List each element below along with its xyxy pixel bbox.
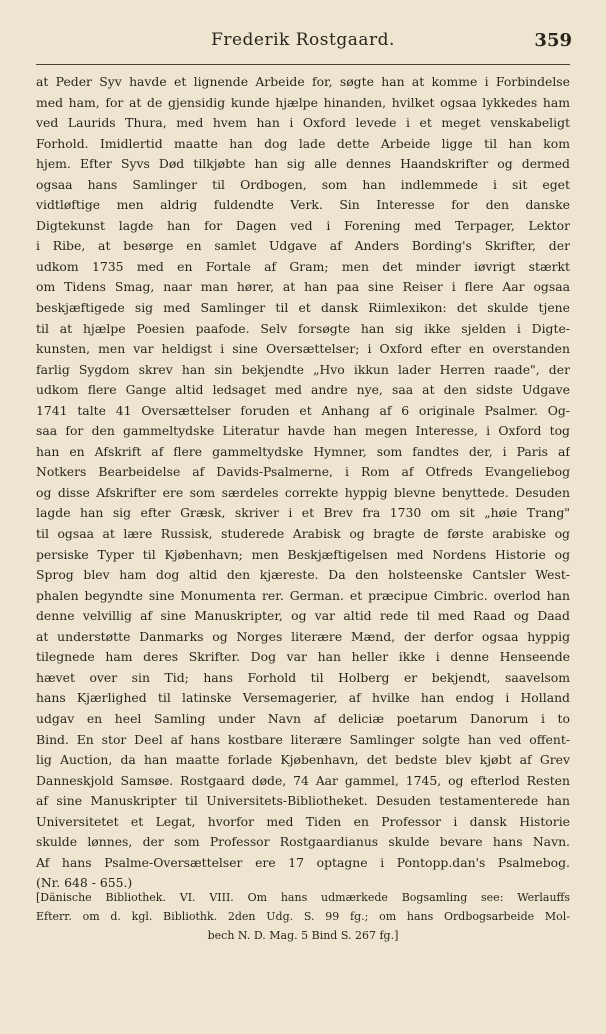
text-line: Digtekunst lagde han for Dagen ved i Forening med Terpager, Lektor xyxy=(36,217,570,233)
text-line: Danneskjold Samsøe. Rostgaard døde, 74 Aar gammel, 1745, og efterlod Resten xyxy=(36,772,570,788)
text-line: (Nr. 648 - 655.) xyxy=(36,875,133,891)
page-number: 359 xyxy=(534,30,572,51)
text-line: af sine Manuskripter til Universitets-Bibliotheket. Desuden testamenterede han xyxy=(36,793,570,809)
text-line: denne velvillig af sine Manuskripter, og var altid rede til med Raad og Daad xyxy=(36,608,570,624)
text-line: i Ribe, at besørge en samlet Udgave af Anders Bording's Skrifter, der xyxy=(36,238,570,254)
text-line: og disse Afskrifter ere som særdeles correkte hyppig blevne benyttede. Desuden xyxy=(36,484,570,500)
text-line: med ham, for at de gjensidig kunde hjælpe hinanden, hvilket ogsaa lykkedes ham xyxy=(36,94,570,110)
header-rule xyxy=(36,64,570,65)
text-line: persiske Typer til Kjøbenhavn; men Beskjæftigelsen med Nordens Historie og xyxy=(36,546,570,562)
text-line: at understøtte Danmarks og Norges literære Mænd, der derfor ogsaa hyppig xyxy=(36,628,570,644)
text-line: Bind. En stor Deel af hans kostbare literære Samlinger solgte han ved offent- xyxy=(36,731,570,747)
text-line: udgav en heel Samling under Navn af deliciæ poetarum Danorum i to xyxy=(36,710,570,726)
running-head xyxy=(34,30,572,54)
text-line: 1741 talte 41 Oversættelser foruden et Anhang af 6 originale Psalmer. Og- xyxy=(36,402,570,418)
text-line: kunsten, men var heldigst i sine Oversættelser; i Oxford efter en overstanden xyxy=(36,341,570,357)
footnote xyxy=(36,888,570,945)
text-line: lig Auction, da han maatte forlade Kjøbenhavn, det bedste blev kjøbt af Grev xyxy=(36,752,570,768)
body-text xyxy=(36,72,570,894)
text-line: beskjæftigede sig med Samlinger til et dansk Riimlexikon: det skulde tjene xyxy=(36,300,570,316)
text-line: lagde han sig efter Græsk, skriver i et Brev fra 1730 om sit „høie Trang" xyxy=(36,505,570,521)
text-line: til ogsaa at lære Russisk, studerede Arabisk og bragte de første arabiske og xyxy=(36,526,570,542)
footnote-line: [Dänische Bibliothek. VI. VIII. Om hans udmærkede Bogsamling see: Werlauffs xyxy=(36,891,570,904)
text-line: farlig Sygdom skrev han sin bekjendte „Hvo ikkun lader Herren raade", der xyxy=(36,361,570,377)
text-line: Forhold. Imidlertid maatte han dog lade dette Arbeide ligge til han kom xyxy=(36,135,570,151)
text-line: skulde lønnes, der som Professor Rostgaardianus skulde bevare hans Navn. xyxy=(36,834,570,850)
text-line: ogsaa hans Samlinger til Ordbogen, som han indlemmede i sit eget xyxy=(36,176,570,192)
text-line: phalen begyndte sine Monumenta rer. German. et præcipue Cimbric. overlod han xyxy=(36,587,570,603)
text-line: Sprog blev ham dog altid den kjæreste. Da den holsteenske Cantsler West- xyxy=(36,567,570,583)
text-line: Notkers Bearbeidelse af Davids-Psalmerne, i Rom af Otfreds Evangeliebog xyxy=(36,464,570,480)
text-line: hjem. Efter Syvs Død tilkjøbte han sig alle dennes Haandskrifter og dermed xyxy=(36,156,570,172)
text-line: tilegnede ham deres Skrifter. Dog var han heller ikke i denne Henseende xyxy=(36,649,570,665)
text-line: om Tidens Smag, naar man hører, at han paa sine Reiser i flere Aar ogsaa xyxy=(36,279,570,295)
text-line: vidtløftige men aldrig fuldendte Verk. Sin Interesse for den danske xyxy=(36,197,570,213)
text-line: saa for den gammeltydske Literatur havde han megen Interesse, i Oxford tog xyxy=(36,423,570,439)
footnote-line: bech N. D. Mag. 5 Bind S. 267 fg.] xyxy=(207,929,399,942)
text-line: hans Kjærlighed til latinske Versemagerier, af hvilke han endog i Holland xyxy=(36,690,570,706)
text-line: han en Afskrift af flere gammeltydske Hymner, som fandtes der, i Paris af xyxy=(36,443,570,459)
text-line: til at hjælpe Poesien paafode. Selv forsøgte han sig ikke sjelden i Digte- xyxy=(36,320,570,336)
text-line: at Peder Syv havde et lignende Arbeide for, søgte han at komme i Forbindelse xyxy=(36,74,570,89)
text-line: hævet over sin Tid; hans Forhold til Holberg er bekjendt, saavelsom xyxy=(36,669,570,685)
footnote-line: Efterr. om d. kgl. Bibliothk. 2den Udg. S. 99 fg.; om hans Ordbogsarbeide Mol- xyxy=(36,910,570,923)
text-line: udkom 1735 med en Fortale af Gram; men det minder iøvrigt stærkt xyxy=(36,258,570,274)
running-head-title: Frederik Rostgaard. xyxy=(211,30,395,50)
text-line: udkom flere Gange altid ledsaget med andre nye, saa at den sidste Udgave xyxy=(36,382,570,398)
text-line: Af hans Psalme-Oversættelser ere 17 optagne i Pontopp.dan's Psalmebog. xyxy=(36,854,570,870)
text-line: Universitetet et Legat, hvorfor med Tiden en Professor i dansk Historie xyxy=(36,813,570,829)
text-line: ved Laurids Thura, med hvem han i Oxford levede i et meget venskabeligt xyxy=(36,115,570,131)
